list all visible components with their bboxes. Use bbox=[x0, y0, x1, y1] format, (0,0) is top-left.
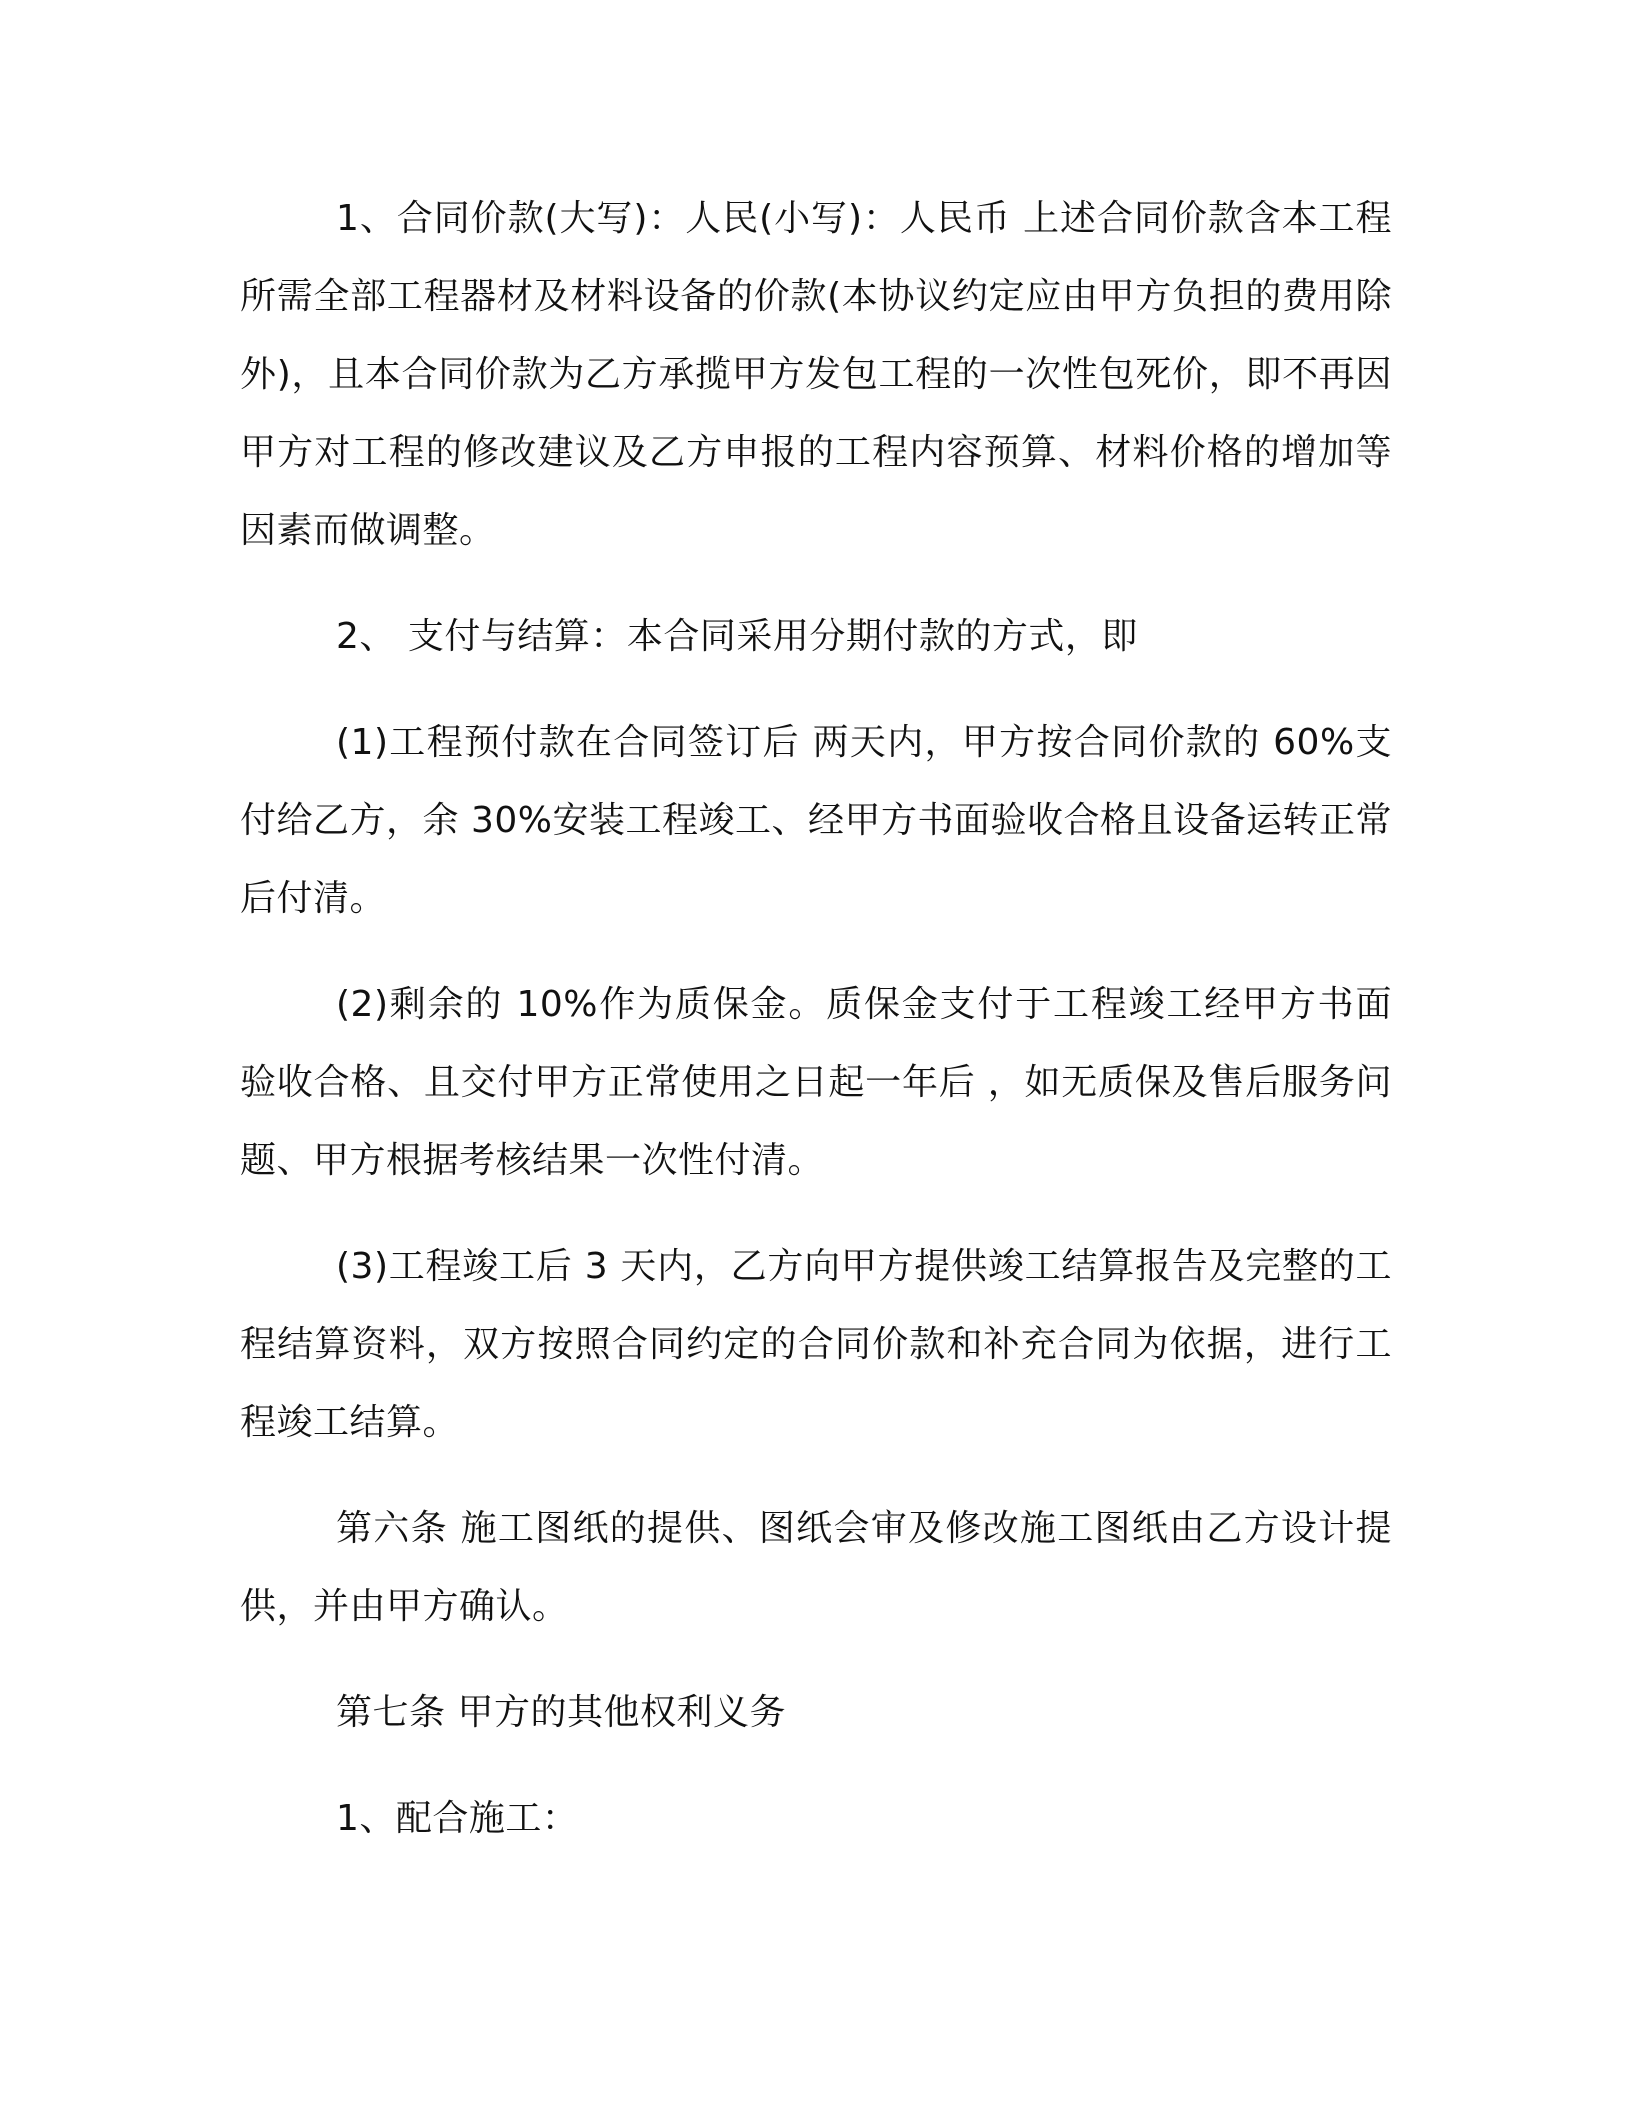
paragraph-article-six: 第六条 施工图纸的提供、图纸会审及修改施工图纸由乙方设计提供，并由甲方确认。 bbox=[240, 1508, 1392, 1627]
paragraph-cooperation: 1、配合施工： bbox=[336, 1798, 579, 1839]
paragraph-payment-settlement: 2、 支付与结算：本合同采用分期付款的方式，即 bbox=[336, 616, 1138, 657]
paragraph-retention-money: (2)剩余的 10%作为质保金。质保金支付于工程竣工经甲方书面验收合格、且交付甲方正常使用之日起一年后 ，如无质保及售后服务问题、甲方根据考核结果一次性付清。 bbox=[240, 984, 1392, 1181]
document-body bbox=[240, 180, 1392, 1858]
paragraph-final-settlement: (3)工程竣工后 3 天内，乙方向甲方提供竣工结算报告及完整的工程结算资料，双方按照合同约定的合同价款和补充合同为依据，进行工程竣工结算。 bbox=[240, 1246, 1392, 1443]
paragraph-contract-price: 1、合同价款(大写)：人民(小写)：人民币 上述合同价款含本工程所需全部工程器材及材料设备的价款(本协议约定应由甲方负担的费用除外)，且本合同价款为乙方承揽甲方发包工程的一次性包死价，即不再因甲方对工程的修改建议及乙方申报的工程内容预算、材料价格的增加等因素而做调整。 bbox=[240, 198, 1392, 551]
paragraph-article-seven: 第七条 甲方的其他权利义务 bbox=[336, 1692, 786, 1733]
paragraph-advance-payment: (1)工程预付款在合同签订后 两天内，甲方按合同价款的 60%支付给乙方，余 30%安装工程竣工、经甲方书面验收合格且设备运转正常后付清。 bbox=[240, 722, 1392, 919]
